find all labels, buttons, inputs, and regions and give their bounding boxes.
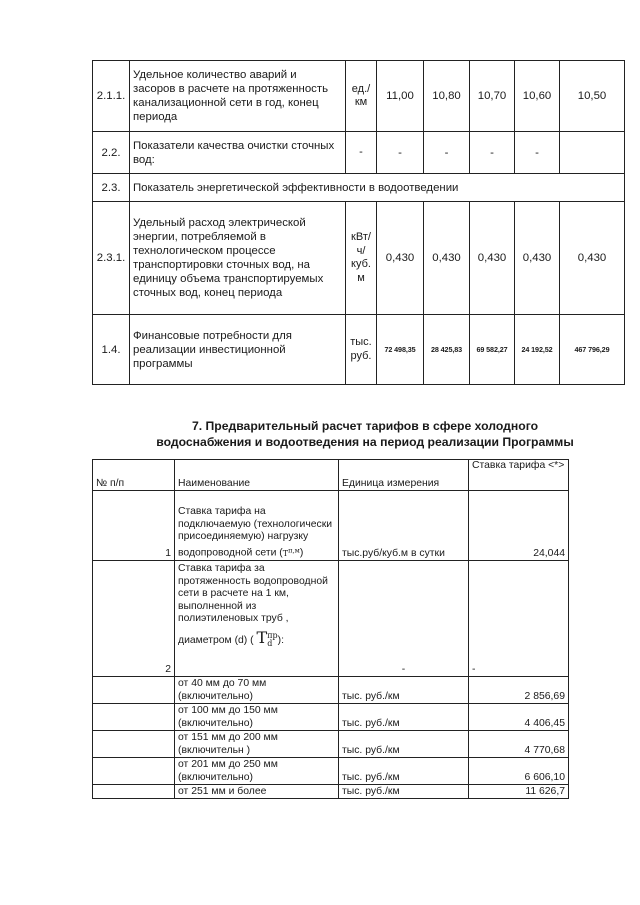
indicator-value: 467 796,29: [560, 315, 625, 385]
table-row: [93, 202, 625, 315]
tariff-value: 4 406,45: [469, 704, 569, 731]
tariff-unit: тыс. руб./км: [339, 677, 469, 704]
indicator-value: 24 192,52: [515, 315, 560, 385]
table-row: [93, 561, 569, 677]
header-rate: Ставка тарифа <*>: [469, 460, 569, 491]
section-heading: [95, 418, 635, 450]
indicator-unit: ед./км: [346, 61, 377, 132]
table-row: [93, 61, 625, 132]
table-row: [93, 174, 625, 202]
tariff-unit: тыс.руб/куб.м в сутки: [339, 491, 469, 561]
row-number: [93, 758, 175, 785]
indicator-value: -: [377, 132, 424, 174]
table-row: [93, 785, 569, 799]
indicator-value: [560, 132, 625, 174]
tariff-value: 2 856,69: [469, 677, 569, 704]
indicator-value: 0,430: [515, 202, 560, 315]
table-row: [93, 491, 569, 561]
indicator-value: 10,60: [515, 61, 560, 132]
indicator-name: Удельное количество аварий и засоров в расчете на протяженность канализационной сети в год, конец периода: [130, 61, 346, 132]
row-number: 2.1.1.: [93, 61, 130, 132]
indicator-unit: кВт/ч/куб. м: [346, 202, 377, 315]
indicator-name: Финансовые потребности для реализации инвестиционной программы: [130, 315, 346, 385]
tariff-symbol: $Т^{п,м}$: [282, 545, 300, 558]
diameter-range: от 251 мм и более: [175, 785, 339, 799]
header-unit: Единица измерения: [339, 460, 469, 491]
diameter-line: диаметром (d) ( Tпр d ):: [178, 627, 284, 648]
diameter-range: от 151 мм до 200 мм (включительн ): [175, 731, 339, 758]
indicator-value: 11,00: [377, 61, 424, 132]
tariff-value: 11 626,7: [469, 785, 569, 799]
heading-line: 7. Предварительный расчет тарифов в сфере холодного: [191, 419, 539, 433]
tariff-unit: тыс. руб./км: [339, 758, 469, 785]
tariff-name: Ставка тарифа на подключаемую (технологически присоединяемую) нагрузку водопроводной сети $(Т^{п,м})$: [175, 491, 339, 561]
tariff-value: 4 770,68: [469, 731, 569, 758]
tariff-table: [92, 459, 569, 799]
row-number: 2: [93, 561, 175, 677]
header-number: № п/п: [93, 460, 175, 491]
tariff-name: [175, 561, 339, 677]
tariff-name-text: Ставка тарифа за протяженность водопроводной сети в расчете на 1 км, выполненной из полиэтиленовых труб ,: [178, 563, 328, 624]
table-row: [93, 758, 569, 785]
row-number: 1.4.: [93, 315, 130, 385]
tariff-unit: тыс. руб./км: [339, 731, 469, 758]
table-row: [93, 132, 625, 174]
indicator-value: -: [470, 132, 515, 174]
indicator-unit: тыс. руб.: [346, 315, 377, 385]
tariff-value: 24,044: [469, 491, 569, 561]
diameter-range: от 201 мм до 250 мм (включительно): [175, 758, 339, 785]
table-row: [93, 315, 625, 385]
table-header-row: [93, 460, 569, 491]
table-row: [93, 704, 569, 731]
heading-line: водоснабжения и водоотведения на период реализации Программы: [156, 435, 574, 449]
indicators-table: [92, 60, 625, 385]
row-number: 1: [93, 491, 175, 561]
header-name: Наименование: [175, 460, 339, 491]
indicator-value: 10,80: [424, 61, 470, 132]
table-row: [93, 677, 569, 704]
tariff-unit: тыс. руб./км: [339, 785, 469, 799]
row-number: [93, 785, 175, 799]
tariff-symbol: T: [256, 627, 268, 647]
row-number: 2.3.: [93, 174, 130, 202]
diameter-range: от 100 мм до 150 мм (включительно): [175, 704, 339, 731]
section-title: Показатель энергетической эффективности в водоотведении: [130, 174, 625, 202]
tariff-unit: -: [339, 561, 469, 677]
tariff-value: 6 606,10: [469, 758, 569, 785]
indicator-value: 69 582,27: [470, 315, 515, 385]
indicator-value: 0,430: [377, 202, 424, 315]
row-number: 2.3.1.: [93, 202, 130, 315]
tariff-value: -: [469, 561, 569, 677]
indicator-name: Показатели качества очистки сточных вод:: [130, 132, 346, 174]
indicator-value: 0,430: [424, 202, 470, 315]
row-number: [93, 704, 175, 731]
row-number: [93, 677, 175, 704]
table-row: [93, 731, 569, 758]
indicator-value: 10,70: [470, 61, 515, 132]
indicator-value: 0,430: [470, 202, 515, 315]
indicator-value: -: [515, 132, 560, 174]
indicator-name: Удельный расход электрической энергии, потребляемой в технологическом процессе транспортировки сточных вод, на единицу объема транспортируемых сточных вод, конец периода: [130, 202, 346, 315]
indicator-value: 28 425,83: [424, 315, 470, 385]
row-number: [93, 731, 175, 758]
row-number: 2.2.: [93, 132, 130, 174]
diameter-range: от 40 мм до 70 мм (включительно): [175, 677, 339, 704]
indicator-value: 10,50: [560, 61, 625, 132]
tariff-unit: тыс. руб./км: [339, 704, 469, 731]
indicator-unit: -: [346, 132, 377, 174]
indicator-value: 72 498,35: [377, 315, 424, 385]
tariff-name-text: Ставка тарифа на подключаемую (технологически присоединяемую) нагрузку водопроводной сети: [178, 506, 333, 559]
indicator-value: 0,430: [560, 202, 625, 315]
indicator-value: -: [424, 132, 470, 174]
